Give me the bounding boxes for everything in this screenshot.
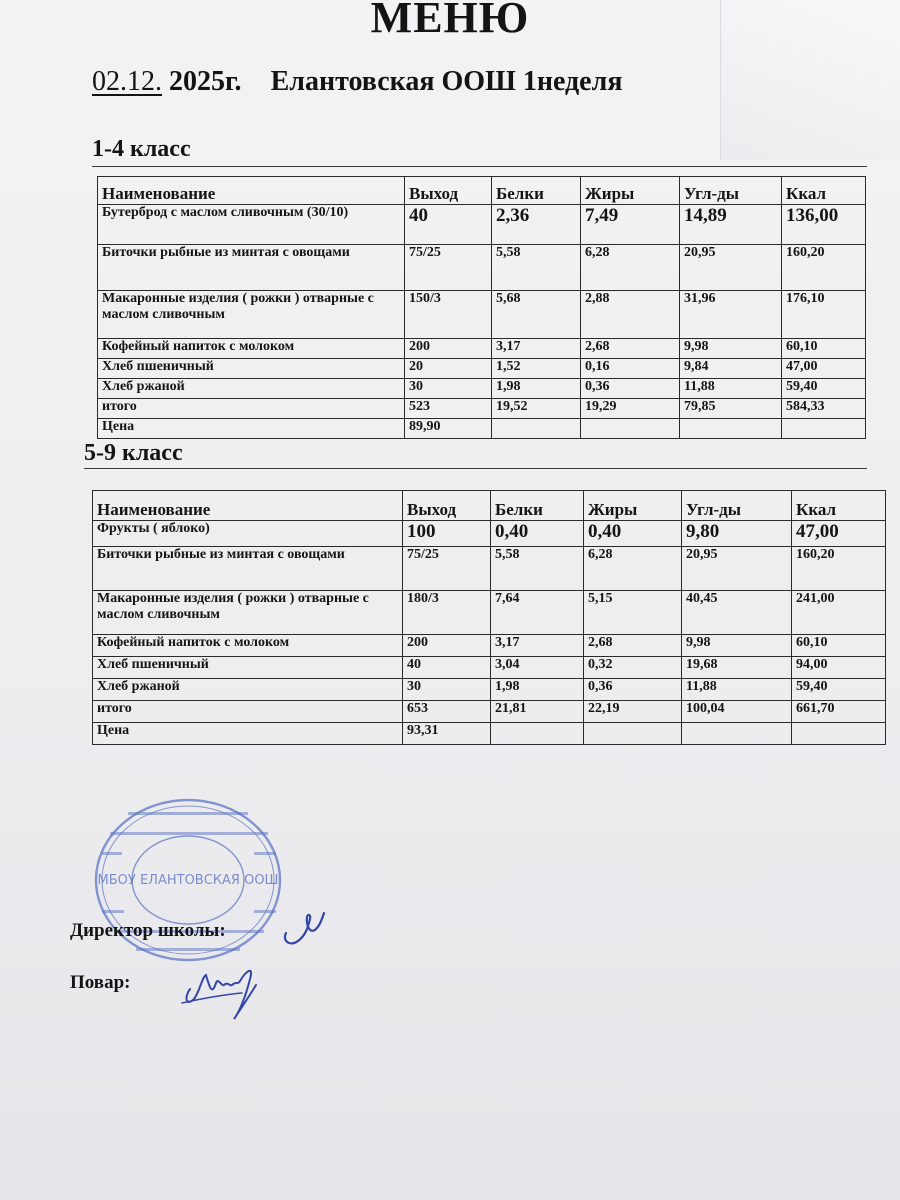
- cell-carbs: 20,95: [682, 547, 792, 591]
- cell-protein: 21,81: [491, 701, 584, 723]
- cell-kcal: 584,33: [782, 399, 866, 419]
- cell-protein: [491, 723, 584, 745]
- stamp-text: МБОУ ЕЛАНТОВСКАЯ ООШ: [97, 873, 279, 888]
- cell-fat: 2,88: [581, 291, 680, 339]
- cell-dish-name: Биточки рыбные из минтая с овощами: [98, 245, 405, 291]
- column-header-fat: Жиры: [584, 491, 682, 521]
- cell-dish-name: Цена: [93, 723, 403, 745]
- cell-fat: 0,36: [584, 679, 682, 701]
- cell-fat: 7,49: [581, 205, 680, 245]
- cell-fat: 2,68: [581, 339, 680, 359]
- cell-protein: 3,04: [491, 657, 584, 679]
- cell-protein: 5,58: [492, 245, 581, 291]
- cell-fat: [581, 419, 680, 439]
- dish-row: [93, 547, 886, 591]
- dish-row: [93, 679, 886, 701]
- cell-fat: 2,68: [584, 635, 682, 657]
- cell-kcal: 160,20: [782, 245, 866, 291]
- cell-dish-name: Кофейный напиток с молоком: [98, 339, 405, 359]
- cell-yield: 89,90: [405, 419, 492, 439]
- column-header-protein: Белки: [492, 177, 581, 205]
- cell-fat: 19,29: [581, 399, 680, 419]
- cell-carbs: 9,98: [680, 339, 782, 359]
- dish-row: [98, 379, 866, 399]
- cell-kcal: 47,00: [792, 521, 886, 547]
- cell-yield: 180/3: [403, 591, 491, 635]
- cell-protein: 1,98: [491, 679, 584, 701]
- cell-carbs: 100,04: [682, 701, 792, 723]
- column-header-carbs: Угл-ды: [682, 491, 792, 521]
- cell-protein: [492, 419, 581, 439]
- director-label: Директор школы:: [70, 920, 226, 941]
- cell-dish-name: Кофейный напиток с молоком: [93, 635, 403, 657]
- cell-protein: 0,40: [491, 521, 584, 547]
- cell-fat: 0,36: [581, 379, 680, 399]
- section-title-grades-1-4: 1-4 класс: [92, 136, 191, 162]
- cell-carbs: [680, 419, 782, 439]
- cook-label: Повар:: [70, 972, 131, 993]
- cell-dish-name: Хлеб ржаной: [98, 379, 405, 399]
- school-name: Елантовская ООШ 1неделя: [270, 66, 623, 97]
- menu-year: 2025г.: [169, 66, 242, 97]
- cell-yield: 100: [403, 521, 491, 547]
- column-header-name: Наименование: [93, 491, 403, 521]
- cell-yield: 93,31: [403, 723, 491, 745]
- dish-row: [98, 291, 866, 339]
- dish-row: [93, 635, 886, 657]
- cell-dish-name: Хлеб пшеничный: [93, 657, 403, 679]
- cell-yield: 150/3: [405, 291, 492, 339]
- cell-protein: 5,68: [492, 291, 581, 339]
- menu-table-grades-1-4: [97, 176, 866, 439]
- menu-table-grades-5-9: [92, 490, 886, 745]
- cell-kcal: 59,40: [792, 679, 886, 701]
- section-divider: [92, 166, 867, 167]
- cell-fat: 0,40: [584, 521, 682, 547]
- cell-kcal: 59,40: [782, 379, 866, 399]
- column-header-yield: Выход: [403, 491, 491, 521]
- cell-protein: 1,52: [492, 359, 581, 379]
- cell-protein: 1,98: [492, 379, 581, 399]
- cell-kcal: 160,20: [792, 547, 886, 591]
- cell-kcal: 94,00: [792, 657, 886, 679]
- cell-dish-name: Хлеб ржаной: [93, 679, 403, 701]
- cell-carbs: 11,88: [680, 379, 782, 399]
- cell-carbs: [682, 723, 792, 745]
- cell-carbs: 79,85: [680, 399, 782, 419]
- cell-kcal: 176,10: [782, 291, 866, 339]
- cell-fat: 0,16: [581, 359, 680, 379]
- cell-yield: 200: [403, 635, 491, 657]
- column-header-yield: Выход: [405, 177, 492, 205]
- cell-carbs: 14,89: [680, 205, 782, 245]
- cell-protein: 5,58: [491, 547, 584, 591]
- cell-carbs: 9,98: [682, 635, 792, 657]
- cell-protein: 7,64: [491, 591, 584, 635]
- table-header-row: [93, 491, 886, 521]
- dish-row: [98, 339, 866, 359]
- cell-carbs: 40,45: [682, 591, 792, 635]
- cell-dish-name: Макаронные изделия ( рожки ) отварные с маслом сливочным: [93, 591, 403, 635]
- cell-yield: 75/25: [403, 547, 491, 591]
- price-row: [93, 723, 886, 745]
- cell-kcal: 60,10: [782, 339, 866, 359]
- dish-row: [93, 521, 886, 547]
- cell-dish-name: Бутерброд с маслом сливочным (30/10): [98, 205, 405, 245]
- table-header-row: [98, 177, 866, 205]
- dish-row: [98, 205, 866, 245]
- cell-protein: 2,36: [492, 205, 581, 245]
- cell-yield: 40: [405, 205, 492, 245]
- cell-dish-name: Хлеб пшеничный: [98, 359, 405, 379]
- cell-yield: 30: [403, 679, 491, 701]
- cell-fat: [584, 723, 682, 745]
- cell-carbs: 31,96: [680, 291, 782, 339]
- cell-protein: 3,17: [491, 635, 584, 657]
- dish-row: [93, 591, 886, 635]
- section-title-grades-5-9: 5-9 класс: [84, 440, 183, 466]
- cell-dish-name: Биточки рыбные из минтая с овощами: [93, 547, 403, 591]
- cell-fat: 0,32: [584, 657, 682, 679]
- cell-protein: 3,17: [492, 339, 581, 359]
- cell-fat: 5,15: [584, 591, 682, 635]
- cell-dish-name: Цена: [98, 419, 405, 439]
- cell-protein: 19,52: [492, 399, 581, 419]
- cell-kcal: 661,70: [792, 701, 886, 723]
- column-header-fat: Жиры: [581, 177, 680, 205]
- table-body: [98, 205, 866, 439]
- dish-row: [93, 657, 886, 679]
- cell-yield: 523: [405, 399, 492, 419]
- column-header-carbs: Угл-ды: [680, 177, 782, 205]
- column-header-protein: Белки: [491, 491, 584, 521]
- cell-yield: 20: [405, 359, 492, 379]
- cell-carbs: 9,80: [682, 521, 792, 547]
- column-header-kcal: Ккал: [792, 491, 886, 521]
- cell-fat: 6,28: [581, 245, 680, 291]
- cell-kcal: 47,00: [782, 359, 866, 379]
- document-header: [92, 66, 622, 98]
- section-divider: [84, 468, 867, 469]
- cell-yield: 653: [403, 701, 491, 723]
- cell-kcal: [792, 723, 886, 745]
- dish-row: [98, 359, 866, 379]
- price-row: [98, 419, 866, 439]
- cell-carbs: 20,95: [680, 245, 782, 291]
- cell-fat: 6,28: [584, 547, 682, 591]
- cell-kcal: 241,00: [792, 591, 886, 635]
- cell-yield: 200: [405, 339, 492, 359]
- cell-kcal: [782, 419, 866, 439]
- cell-kcal: 60,10: [792, 635, 886, 657]
- dish-row: [98, 245, 866, 291]
- cell-carbs: 11,88: [682, 679, 792, 701]
- cell-dish-name: Макаронные изделия ( рожки ) отварные с маслом сливочным: [98, 291, 405, 339]
- cell-carbs: 9,84: [680, 359, 782, 379]
- director-signature: [278, 905, 338, 955]
- cell-yield: 75/25: [405, 245, 492, 291]
- total-row: [98, 399, 866, 419]
- column-header-kcal: Ккал: [782, 177, 866, 205]
- cook-signature: [176, 955, 266, 1025]
- column-header-name: Наименование: [98, 177, 405, 205]
- cell-yield: 40: [403, 657, 491, 679]
- cell-yield: 30: [405, 379, 492, 399]
- cell-dish-name: итого: [98, 399, 405, 419]
- cell-carbs: 19,68: [682, 657, 792, 679]
- cell-fat: 22,19: [584, 701, 682, 723]
- cell-kcal: 136,00: [782, 205, 866, 245]
- table-body: [93, 521, 886, 745]
- menu-date: 02.12.: [92, 66, 162, 97]
- menu-title: МЕНЮ: [370, 0, 530, 42]
- cell-dish-name: итого: [93, 701, 403, 723]
- total-row: [93, 701, 886, 723]
- cell-dish-name: Фрукты ( яблоко): [93, 521, 403, 547]
